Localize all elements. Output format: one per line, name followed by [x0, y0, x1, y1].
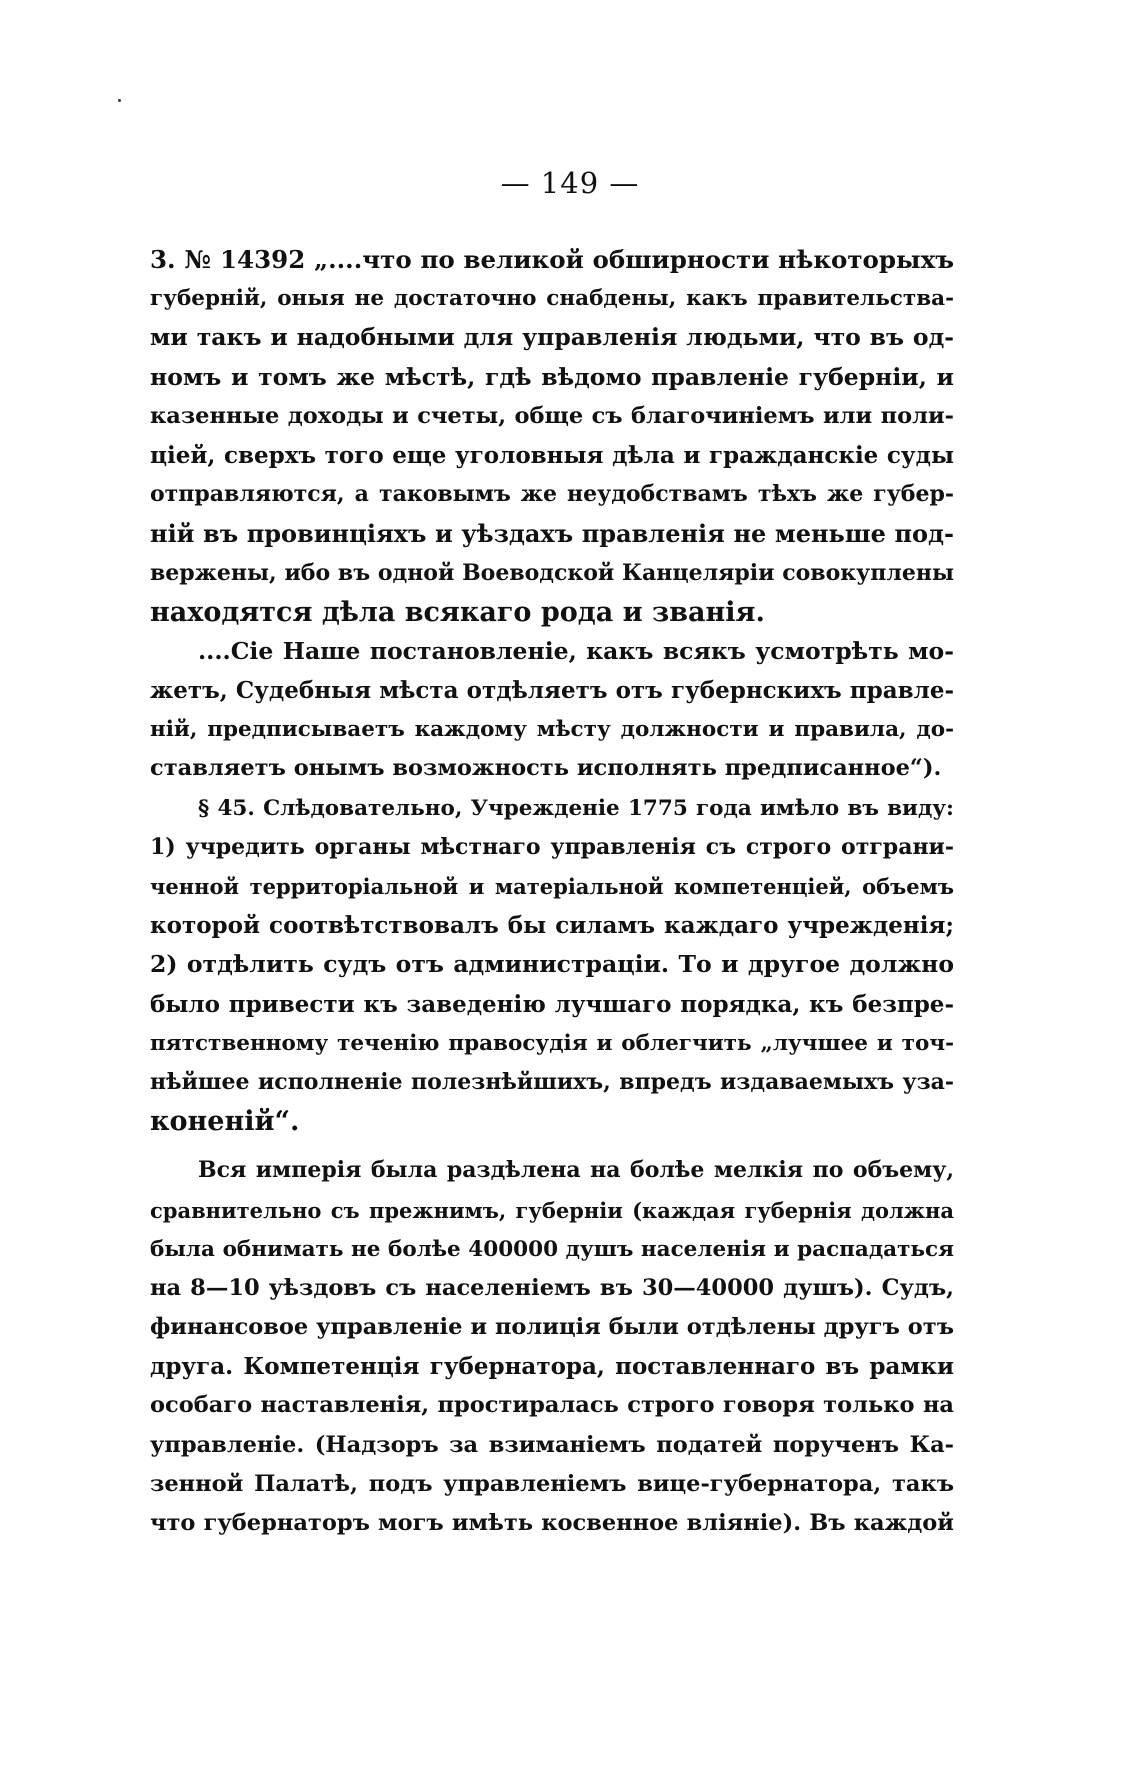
text-line: находятся дѣла всякаго рода и званія. — [150, 596, 765, 628]
text-line: зенной Палатѣ, подъ управленіемъ вице-губернатора, такъ — [150, 1470, 954, 1497]
text-line: финансовое управленіе и полиція были отдѣлены другъ отъ — [150, 1314, 954, 1341]
text-line: ній въ провинціяхъ и уѣздахъ правленія не меньше под- — [150, 519, 954, 549]
paragraph-gap — [150, 1141, 954, 1151]
paragraph-empire-division — [150, 1151, 954, 1543]
text-line: ціей, сверхъ того еще уголовныя дѣла и гражданскіе суды — [150, 441, 954, 469]
text-line: 3. № 14392 „....что по великой обширности нѣкоторыхъ — [150, 245, 954, 274]
paragraph-section-45 — [150, 789, 954, 1142]
text-line: казенные доходы и счеты, обще съ благочиніемъ или поли- — [150, 402, 954, 429]
text-line: ми такъ и надобными для управленія людьми, что въ од- — [150, 323, 954, 352]
text-line: управленіе. (Надзоръ за взиманіемъ податей порученъ Ка- — [150, 1431, 954, 1458]
text-line: ставляетъ онымъ возможность исполнять предписанное“). — [150, 755, 942, 782]
text-line: вержены, ибо въ одной Воеводской Канцеляріи совокуплены — [150, 559, 954, 586]
text-line: ченной территоріальной и матеріальной компетенціей, объемъ — [150, 874, 954, 899]
text-line: на 8—10 уѣздовъ съ населеніемъ въ 30—40000 душъ). Судъ, — [150, 1274, 954, 1301]
text-line: коненій“. — [150, 1106, 300, 1138]
paragraph-decree-quote — [150, 240, 954, 632]
text-line: особаго наставленія, простиралась строго говоря только на — [150, 1392, 954, 1419]
page-number: — 149 — — [500, 166, 640, 200]
text-line: была обнимать не болѣе 400000 душъ населенія и распадаться — [150, 1236, 954, 1262]
text-line: отправляются, а таковымъ же неудобствамъ тѣхъ же губер- — [150, 481, 954, 508]
text-line: жетъ, Судебныя мѣста отдѣляетъ отъ губернскихъ правле- — [150, 677, 954, 705]
text-line: было привести къ заведенію лучшаго порядка, къ безпре- — [150, 990, 954, 1018]
text-line: пятственному теченію правосудія и облегчить „лучшее и точ- — [150, 1030, 954, 1056]
text-line: нѣйшее исполненіе полезнѣйшихъ, впредъ издаваемыхъ уза- — [150, 1068, 954, 1095]
body-text — [150, 240, 954, 1543]
text-line: ....Сіе Наше постановленіе, какъ всякъ усмотрѣть мо- — [198, 636, 954, 665]
paragraph-decree-continuation — [150, 632, 954, 789]
text-line: 2) отдѣлить судъ отъ администраціи. То и другое должно — [150, 950, 954, 979]
text-line: § 45. Слѣдовательно, Учрежденіе 1775 года имѣло въ виду: — [198, 795, 954, 821]
text-line: Вся имперія была раздѣлена на болѣе мелкія по объему, — [198, 1157, 954, 1184]
text-line: сравнительно съ прежнимъ, губерніи (каждая губернія должна — [150, 1197, 954, 1223]
text-line: 1) учредить органы мѣстнаго управленія съ строго отграни- — [150, 833, 954, 860]
text-line: которой соотвѣтствовалъ бы силамъ каждаго учрежденія; — [150, 912, 954, 940]
text-line: друга. Компетенція губернатора, поставленнаго въ рамки — [150, 1353, 954, 1381]
text-line: ній, предписываетъ каждому мѣсту должности и правила, до- — [150, 717, 954, 743]
text-line: номъ и томъ же мѣстѣ, гдѣ вѣдомо правленіе губерніи, и — [150, 362, 954, 391]
text-line: губерній, оныя не достаточно снабдены, какъ правительства- — [150, 286, 954, 312]
scan-speck — [118, 99, 121, 102]
text-line: что губернаторъ могъ имѣть косвенное вліяніе). Въ каждой — [150, 1510, 954, 1536]
